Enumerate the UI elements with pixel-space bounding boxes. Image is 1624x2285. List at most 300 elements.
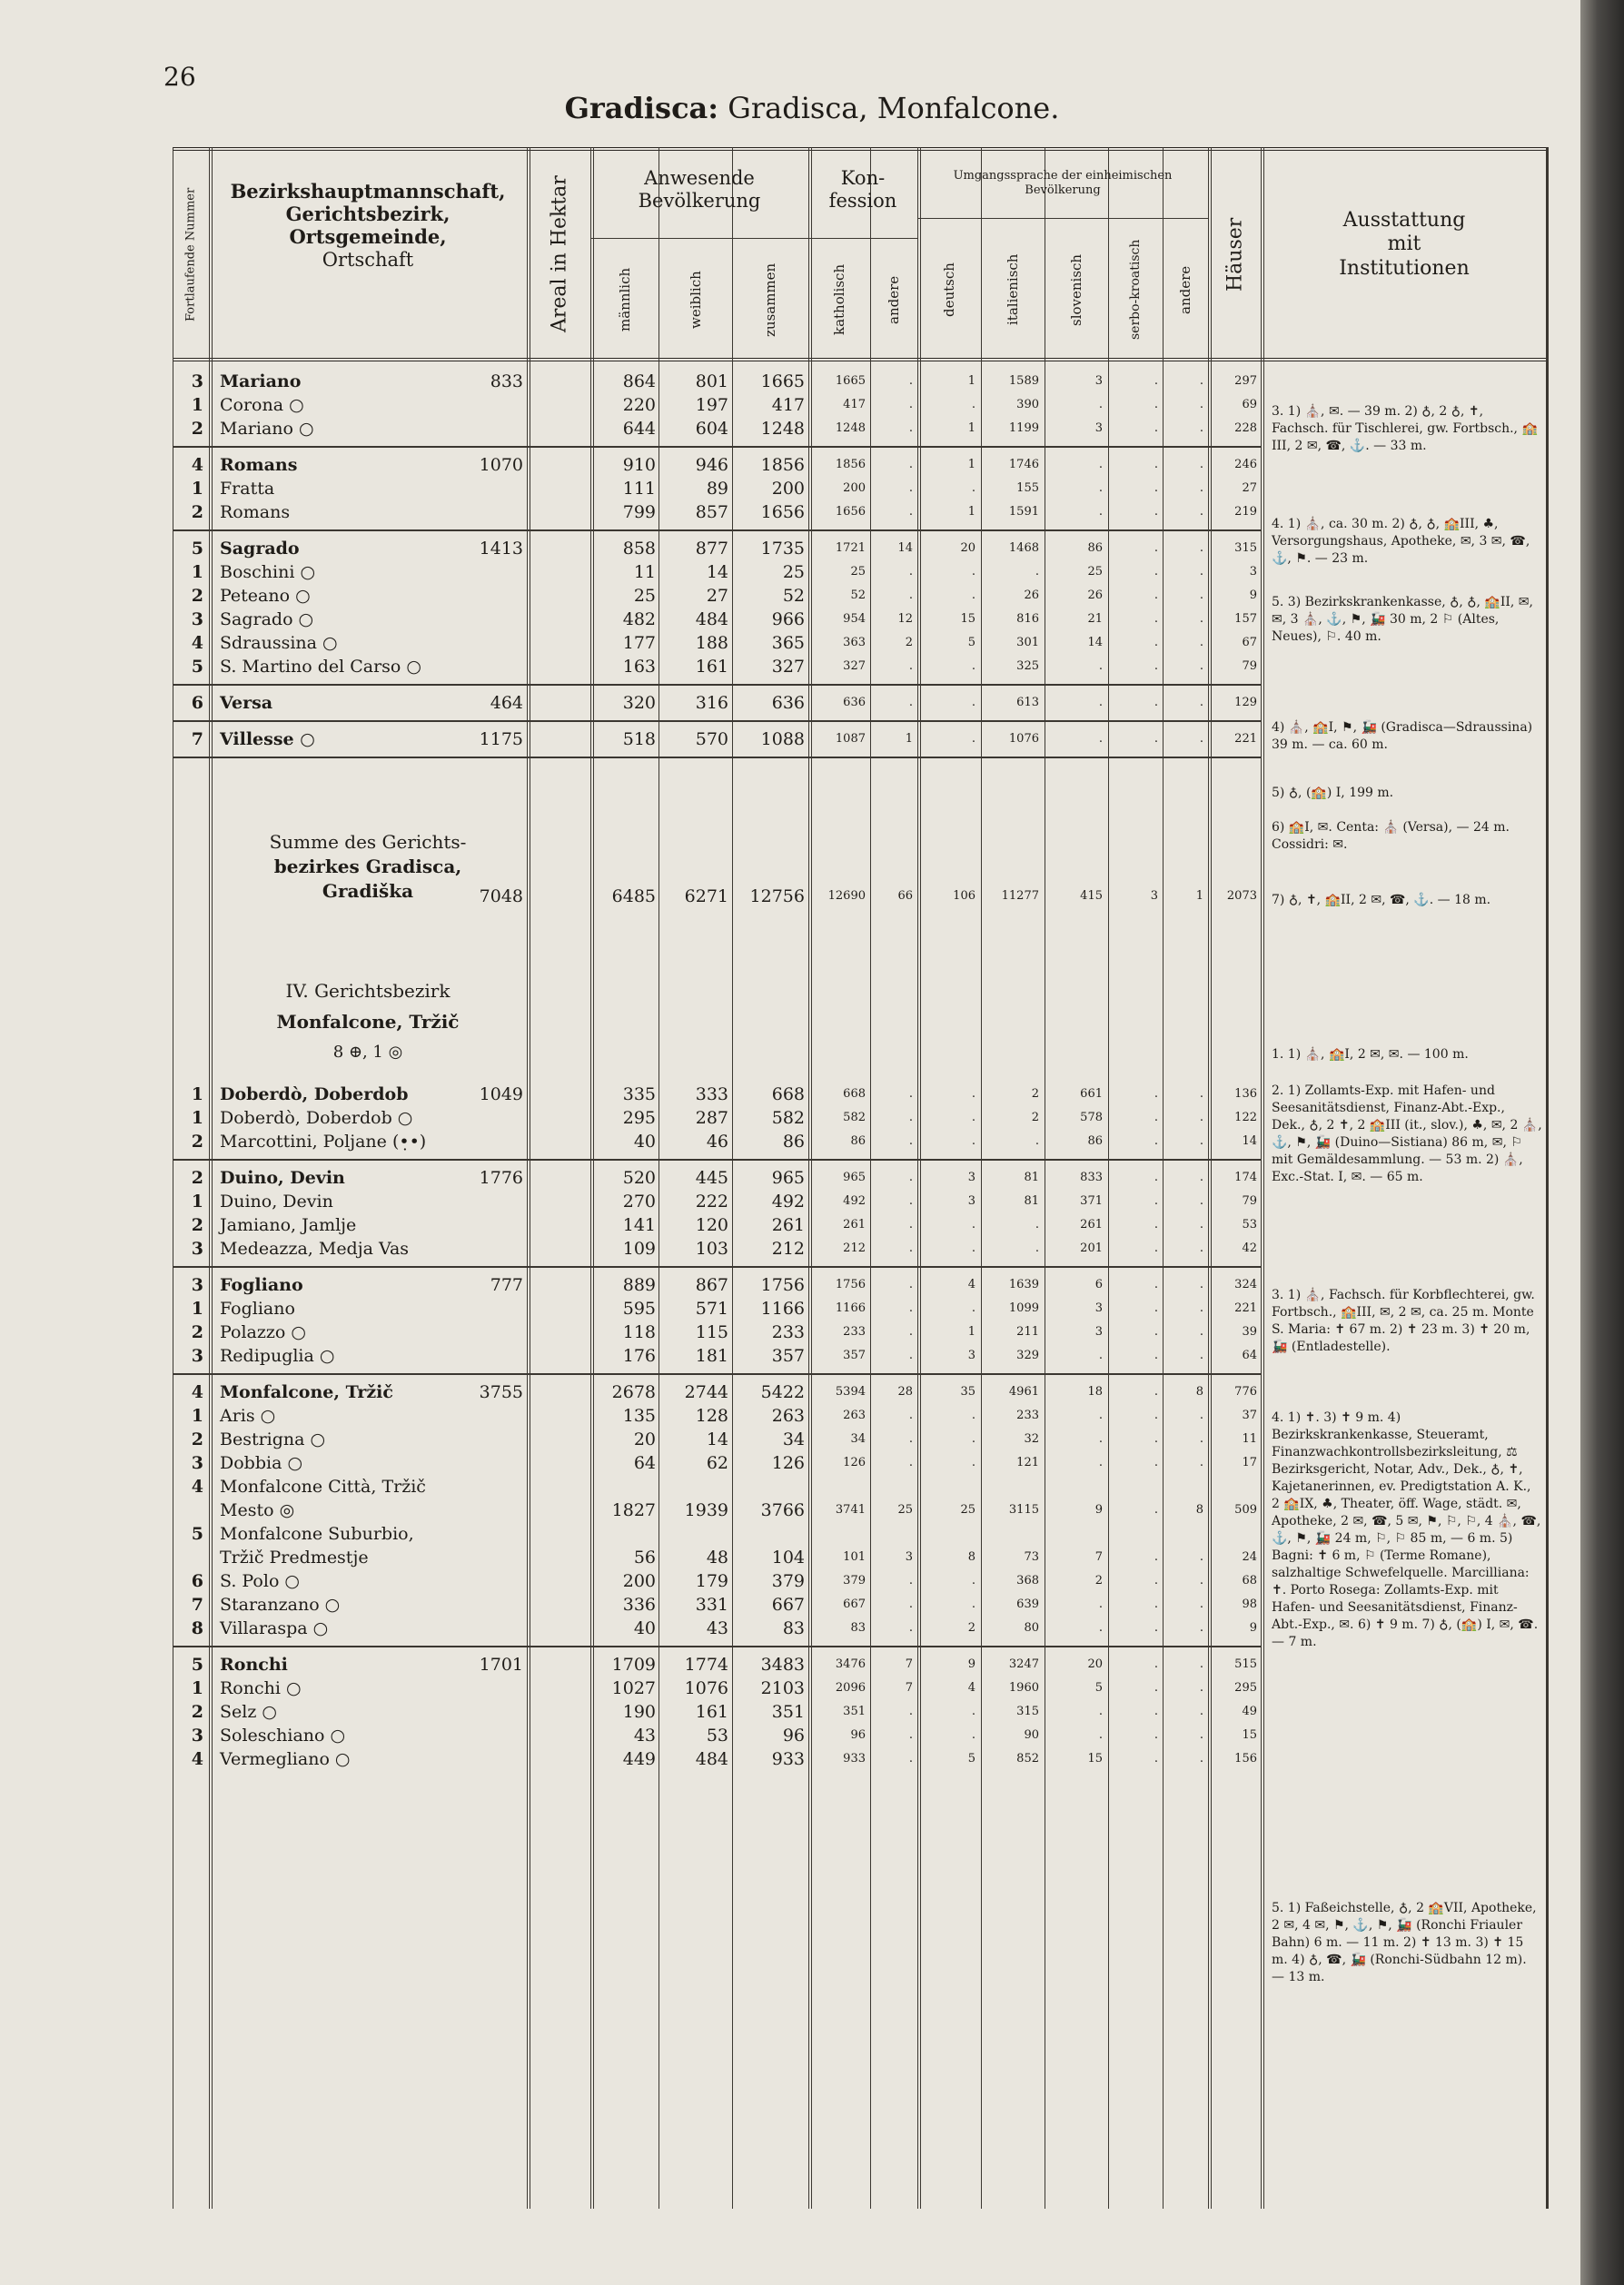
cell-and2: . bbox=[1199, 398, 1203, 411]
cell-m: 40 bbox=[633, 1618, 656, 1638]
cell-h: 3 bbox=[1249, 565, 1257, 579]
cell-it: 301 bbox=[1016, 636, 1039, 649]
cell-w: 801 bbox=[695, 371, 728, 391]
cell-it: 81 bbox=[1024, 1171, 1039, 1184]
page-title-rest: Gradisca, Monfalcone. bbox=[728, 91, 1060, 125]
cell-kath: 83 bbox=[850, 1621, 866, 1635]
cell-sl: 833 bbox=[1080, 1171, 1103, 1184]
cell-it: 325 bbox=[1016, 659, 1039, 673]
cell-kath: 233 bbox=[843, 1325, 866, 1339]
cell-de: 25 bbox=[960, 1503, 975, 1517]
cell-h: 15 bbox=[1242, 1728, 1257, 1742]
sum-h: 2073 bbox=[1226, 889, 1257, 903]
cell-it: 368 bbox=[1016, 1574, 1039, 1588]
header-it: italienisch bbox=[1005, 253, 1021, 326]
cell-h: 9 bbox=[1249, 589, 1257, 602]
header-area: Areal in Hektar bbox=[548, 175, 571, 333]
cell-and1: . bbox=[908, 1134, 913, 1148]
cell-h: 98 bbox=[1242, 1598, 1257, 1611]
cell-and1: . bbox=[908, 1728, 913, 1742]
header-nr: Fortlaufende Nummer bbox=[183, 187, 198, 321]
cell-and1: . bbox=[908, 589, 913, 602]
header-name bbox=[211, 180, 525, 272]
cell-it: . bbox=[1035, 1218, 1039, 1232]
col-rule bbox=[1546, 147, 1549, 2209]
cell-h: 297 bbox=[1234, 374, 1257, 388]
row-name: Corona ○ bbox=[220, 395, 304, 415]
cell-z: 86 bbox=[782, 1132, 805, 1152]
cell-it: 613 bbox=[1016, 696, 1039, 709]
cell-and2: . bbox=[1199, 1241, 1203, 1255]
cell-z: 492 bbox=[771, 1192, 805, 1212]
cell-kath: 126 bbox=[843, 1456, 866, 1469]
cell-and2: . bbox=[1199, 1301, 1203, 1315]
table-row bbox=[173, 608, 1263, 631]
cell-and1: 28 bbox=[897, 1385, 913, 1399]
cell-z: 636 bbox=[771, 693, 805, 713]
cell-de: 1 bbox=[967, 458, 975, 471]
cell-sk: . bbox=[1154, 1171, 1158, 1184]
cell-it: 81 bbox=[1024, 1194, 1039, 1208]
cell-area: 3755 bbox=[479, 1382, 523, 1402]
cell-m: 320 bbox=[622, 693, 656, 713]
row-name: Villaraspa ○ bbox=[220, 1618, 329, 1638]
cell-sk: . bbox=[1154, 1432, 1158, 1446]
cell-and1: 12 bbox=[897, 612, 913, 626]
summary-line1: Summe des Gerichts- bbox=[269, 831, 467, 853]
cell-it: 3247 bbox=[1008, 1657, 1039, 1671]
cell-kath: 96 bbox=[850, 1728, 866, 1742]
cell-and1: . bbox=[908, 696, 913, 709]
cell-de: . bbox=[971, 1218, 975, 1232]
cell-z: 3483 bbox=[760, 1655, 805, 1675]
row-nr: 1 bbox=[191, 1192, 203, 1212]
cell-sk: . bbox=[1154, 1134, 1158, 1148]
cell-w: 62 bbox=[706, 1453, 728, 1473]
cell-z: 212 bbox=[771, 1239, 805, 1259]
cell-w: 570 bbox=[695, 729, 728, 749]
cell-z: 233 bbox=[771, 1322, 805, 1342]
cell-and1: . bbox=[908, 1218, 913, 1232]
header-sl: slovenisch bbox=[1068, 253, 1084, 326]
cell-z: 25 bbox=[782, 562, 805, 582]
cell-and2: . bbox=[1199, 1325, 1203, 1339]
row-nr: 2 bbox=[191, 1168, 203, 1188]
cell-de: . bbox=[971, 589, 975, 602]
header-lang-group: Umgangssprache der einheimischen Bevölkerung bbox=[953, 169, 1173, 197]
summary-line3: Gradiška bbox=[322, 880, 414, 902]
row-name: Monfalcone Suburbio, bbox=[220, 1524, 414, 1544]
cell-it: 1746 bbox=[1008, 458, 1039, 471]
cell-it: 1099 bbox=[1008, 1301, 1039, 1315]
cell-it: 1639 bbox=[1008, 1278, 1039, 1291]
cell-h: 79 bbox=[1242, 1194, 1257, 1208]
cell-de: 4 bbox=[967, 1278, 975, 1291]
cell-kath: 86 bbox=[850, 1134, 866, 1148]
cell-w: 2744 bbox=[684, 1382, 728, 1402]
row-name: Dobbia ○ bbox=[220, 1453, 303, 1473]
cell-sl: 661 bbox=[1080, 1087, 1103, 1101]
cell-z: 1088 bbox=[760, 729, 805, 749]
cell-h: 324 bbox=[1234, 1278, 1257, 1291]
cell-kath: 212 bbox=[843, 1241, 866, 1255]
table-top-rule bbox=[173, 147, 1549, 151]
cell-and1: . bbox=[908, 565, 913, 579]
cell-w: 1939 bbox=[684, 1500, 728, 1520]
cell-sk: . bbox=[1154, 1241, 1158, 1255]
cell-kath: 1665 bbox=[835, 374, 866, 388]
table-row bbox=[173, 1677, 1263, 1700]
cell-de: . bbox=[971, 1432, 975, 1446]
cell-h: 69 bbox=[1242, 398, 1257, 411]
cell-and2: . bbox=[1199, 1681, 1203, 1695]
cell-m: 56 bbox=[633, 1548, 656, 1568]
cell-kath: 1856 bbox=[835, 458, 866, 471]
cell-sl: 15 bbox=[1087, 1752, 1103, 1766]
group-rule bbox=[808, 238, 917, 239]
cell-sl: 7 bbox=[1094, 1550, 1103, 1564]
sum-sl: 415 bbox=[1080, 889, 1103, 903]
row-nr: 4 bbox=[191, 1477, 203, 1497]
cell-and2: . bbox=[1199, 1657, 1203, 1671]
cell-z: 933 bbox=[771, 1749, 805, 1769]
cell-m: 163 bbox=[622, 657, 656, 677]
row-name: Selz ○ bbox=[220, 1702, 277, 1722]
cell-de: 20 bbox=[960, 541, 975, 555]
header-h: Häuser bbox=[1223, 217, 1247, 292]
cell-and1: . bbox=[908, 1325, 913, 1339]
cell-m: 25 bbox=[633, 586, 656, 606]
cell-sl: 3 bbox=[1094, 421, 1103, 435]
cell-sk: . bbox=[1154, 1087, 1158, 1101]
cell-and2: . bbox=[1199, 1432, 1203, 1446]
table-row bbox=[173, 1546, 1263, 1569]
row-nr: 1 bbox=[191, 562, 203, 582]
header-ausst-2: mit bbox=[1387, 232, 1421, 256]
cell-h: 14 bbox=[1242, 1134, 1257, 1148]
cell-de: . bbox=[971, 1111, 975, 1124]
cell-it: 4961 bbox=[1008, 1385, 1039, 1399]
cell-w: 161 bbox=[695, 657, 728, 677]
cell-h: 219 bbox=[1234, 505, 1257, 519]
cell-sk: . bbox=[1154, 1550, 1158, 1564]
cell-kath: 3741 bbox=[835, 1503, 866, 1517]
row-name: Sagrado bbox=[220, 539, 300, 559]
table-row bbox=[173, 655, 1263, 678]
header-name-2: Gerichtsbezirk, bbox=[285, 203, 451, 226]
cell-m: 1827 bbox=[611, 1500, 656, 1520]
row-name: Sdraussina ○ bbox=[220, 633, 338, 653]
cell-it: 816 bbox=[1016, 612, 1039, 626]
row-name: Fratta bbox=[220, 479, 275, 499]
cell-h: 157 bbox=[1234, 612, 1257, 626]
cell-it: . bbox=[1035, 1241, 1039, 1255]
cell-sk: . bbox=[1154, 1349, 1158, 1362]
cell-kath: 2096 bbox=[835, 1681, 866, 1695]
cell-and2: . bbox=[1199, 1550, 1203, 1564]
cell-area: 1776 bbox=[479, 1168, 523, 1188]
cell-and2: . bbox=[1199, 374, 1203, 388]
cell-m: 20 bbox=[633, 1429, 656, 1449]
cell-kath: 3476 bbox=[835, 1657, 866, 1671]
row-nr: 6 bbox=[191, 693, 203, 713]
cell-w: 197 bbox=[695, 395, 728, 415]
table-row bbox=[173, 631, 1263, 655]
cell-and1: . bbox=[908, 505, 913, 519]
cell-m: 220 bbox=[622, 395, 656, 415]
cell-and2: . bbox=[1199, 1087, 1203, 1101]
row-nr: 1 bbox=[191, 1084, 203, 1104]
cell-area: 464 bbox=[490, 693, 523, 713]
page-title bbox=[0, 91, 1624, 125]
cell-h: 64 bbox=[1242, 1349, 1257, 1362]
cell-it: 80 bbox=[1024, 1621, 1039, 1635]
cell-and2: . bbox=[1199, 1409, 1203, 1422]
table-row bbox=[173, 1653, 1263, 1677]
cell-m: 190 bbox=[622, 1702, 656, 1722]
table-row bbox=[173, 1380, 1263, 1404]
cell-sl: . bbox=[1098, 1409, 1103, 1422]
cell-z: 261 bbox=[771, 1215, 805, 1235]
cell-z: 582 bbox=[771, 1108, 805, 1128]
cell-and1: . bbox=[908, 1574, 913, 1588]
table-row bbox=[173, 1617, 1263, 1640]
cell-and2: . bbox=[1199, 1705, 1203, 1718]
group-separator bbox=[173, 1646, 1261, 1647]
cell-sk: . bbox=[1154, 1705, 1158, 1718]
cell-de: . bbox=[971, 1409, 975, 1422]
cell-sk: . bbox=[1154, 1325, 1158, 1339]
cell-sl: 26 bbox=[1087, 589, 1103, 602]
cell-m: 111 bbox=[622, 479, 656, 499]
cell-sl: 578 bbox=[1080, 1111, 1103, 1124]
cell-sk: . bbox=[1154, 1194, 1158, 1208]
group-separator bbox=[173, 720, 1261, 722]
cell-w: 1076 bbox=[684, 1678, 728, 1698]
cell-it: 2 bbox=[1031, 1111, 1039, 1124]
cell-m: 336 bbox=[622, 1595, 656, 1615]
table-row bbox=[173, 1404, 1263, 1428]
cell-w: 115 bbox=[695, 1322, 728, 1342]
ann-a2: 4. 1) ⛪, ca. 30 m. 2) ♁, ♁, 🏫III, ♣, Versorgungshaus, Apotheke, ✉, 3 ✉, ☎, ⚓, ⚑. — 23 m. bbox=[1272, 517, 1530, 566]
cell-h: 776 bbox=[1234, 1385, 1257, 1399]
cell-m: 141 bbox=[622, 1215, 656, 1235]
table-row bbox=[173, 1475, 1263, 1499]
header-z: zusammen bbox=[762, 262, 778, 337]
cell-h: 515 bbox=[1234, 1657, 1257, 1671]
cell-kath: 357 bbox=[843, 1349, 866, 1362]
cell-and1: . bbox=[908, 374, 913, 388]
cell-m: 43 bbox=[633, 1726, 656, 1746]
cell-sk: . bbox=[1154, 1301, 1158, 1315]
cell-h: 49 bbox=[1242, 1705, 1257, 1718]
cell-and2: . bbox=[1199, 1349, 1203, 1362]
table-row bbox=[173, 370, 1263, 393]
row-name: Doberdò, Doberdob ○ bbox=[220, 1108, 413, 1128]
cell-and2: . bbox=[1199, 1574, 1203, 1588]
row-nr: 3 bbox=[191, 1726, 203, 1746]
cell-kath: 25 bbox=[850, 565, 866, 579]
row-name: Monfalcone, Tržič bbox=[220, 1382, 393, 1402]
cell-m: 109 bbox=[622, 1239, 656, 1259]
table-row bbox=[173, 1213, 1263, 1237]
cell-h: 42 bbox=[1242, 1241, 1257, 1255]
table-row bbox=[173, 1130, 1263, 1153]
cell-sk: . bbox=[1154, 612, 1158, 626]
cell-and2: . bbox=[1199, 565, 1203, 579]
cell-z: 966 bbox=[771, 609, 805, 629]
cell-and1: 2 bbox=[905, 636, 913, 649]
cell-de: . bbox=[971, 1241, 975, 1255]
sum-de: 106 bbox=[953, 889, 975, 903]
row-name: Versa bbox=[220, 693, 273, 713]
cell-z: 200 bbox=[771, 479, 805, 499]
cell-z: 1166 bbox=[760, 1299, 805, 1319]
cell-sk: . bbox=[1154, 1218, 1158, 1232]
cell-m: 176 bbox=[622, 1346, 656, 1366]
cell-it: 90 bbox=[1024, 1728, 1039, 1742]
row-name: Fogliano bbox=[220, 1275, 303, 1295]
cell-de: . bbox=[971, 1134, 975, 1148]
header-konf-group: Kon-fession bbox=[828, 167, 897, 213]
table-row bbox=[173, 691, 1263, 715]
cell-m: 1027 bbox=[611, 1678, 656, 1698]
ann-a7: 7) ♁, ✝, 🏫II, 2 ✉, ☎, ⚓. — 18 m. bbox=[1272, 893, 1491, 907]
cell-z: 379 bbox=[771, 1571, 805, 1591]
row-nr: 2 bbox=[191, 1322, 203, 1342]
cell-it: 155 bbox=[1016, 481, 1039, 495]
cell-de: 9 bbox=[967, 1657, 975, 1671]
scan-edge bbox=[1580, 0, 1624, 2285]
cell-z: 34 bbox=[782, 1429, 805, 1449]
cell-z: 263 bbox=[771, 1406, 805, 1426]
cell-z: 1735 bbox=[760, 539, 805, 559]
cell-and1: . bbox=[908, 1409, 913, 1422]
cell-h: 129 bbox=[1234, 696, 1257, 709]
cell-w: 43 bbox=[706, 1618, 728, 1638]
row-name: Medeazza, Medja Vas bbox=[220, 1239, 410, 1259]
header-de: deutsch bbox=[941, 262, 957, 317]
cell-h: 17 bbox=[1242, 1456, 1257, 1469]
cell-and2: . bbox=[1199, 1171, 1203, 1184]
cell-sl: 5 bbox=[1094, 1681, 1103, 1695]
cell-kath: 263 bbox=[843, 1409, 866, 1422]
cell-it: 1589 bbox=[1008, 374, 1039, 388]
cell-it: . bbox=[1035, 565, 1039, 579]
cell-de: . bbox=[971, 1301, 975, 1315]
row-name: Tržič Predmestje bbox=[220, 1548, 369, 1568]
ann-b3: 3. 1) ⛪, Fachsch. für Korbflechterei, gw. Fortbsch., 🏫III, ✉, 2 ✉, ca. 25 m. Monte S. Maria: ✝ 67 m. 2) ✝ 23 m. 3) ✝ 20 m, 🚂 (Entladestelle). bbox=[1272, 1288, 1535, 1354]
cell-area: 1701 bbox=[479, 1655, 523, 1675]
cell-sk: . bbox=[1154, 696, 1158, 709]
header-and2: andere bbox=[1177, 265, 1193, 314]
row-name: Romans bbox=[220, 455, 298, 475]
row-nr: 5 bbox=[191, 1524, 203, 1544]
row-name: Soleschiano ○ bbox=[220, 1726, 346, 1746]
row-name: S. Polo ○ bbox=[220, 1571, 301, 1591]
cell-h: 67 bbox=[1242, 636, 1257, 649]
cell-and1: . bbox=[908, 1278, 913, 1291]
cell-w: 316 bbox=[695, 693, 728, 713]
cell-m: 858 bbox=[622, 539, 656, 559]
cell-z: 2103 bbox=[760, 1678, 805, 1698]
row-nr: 1 bbox=[191, 1299, 203, 1319]
row-nr: 2 bbox=[191, 1429, 203, 1449]
cell-m: 11 bbox=[633, 562, 656, 582]
cell-kath: 667 bbox=[843, 1598, 866, 1611]
row-nr: 7 bbox=[191, 729, 203, 749]
cell-sl: 3 bbox=[1094, 1301, 1103, 1315]
cell-sk: . bbox=[1154, 589, 1158, 602]
cell-kath: 668 bbox=[843, 1087, 866, 1101]
cell-w: 604 bbox=[695, 419, 728, 439]
row-name: Jamiano, Jamlje bbox=[220, 1215, 357, 1235]
cell-w: 128 bbox=[695, 1406, 728, 1426]
cell-h: 68 bbox=[1242, 1574, 1257, 1588]
cell-sl: . bbox=[1098, 696, 1103, 709]
cell-and2: . bbox=[1199, 1218, 1203, 1232]
cell-sl: 86 bbox=[1087, 1134, 1103, 1148]
header-bottom-rule bbox=[173, 358, 1549, 361]
cell-kath: 933 bbox=[843, 1752, 866, 1766]
header-name-3: Ortsgemeinde, bbox=[289, 225, 447, 249]
cell-it: 1960 bbox=[1008, 1681, 1039, 1695]
cell-h: 39 bbox=[1242, 1325, 1257, 1339]
group-separator bbox=[173, 1159, 1261, 1161]
cell-and2: . bbox=[1199, 1728, 1203, 1742]
cell-sl: . bbox=[1098, 398, 1103, 411]
row-nr: 2 bbox=[191, 586, 203, 606]
cell-de: . bbox=[971, 1705, 975, 1718]
table-row bbox=[173, 500, 1263, 524]
cell-sl: . bbox=[1098, 481, 1103, 495]
row-nr: 4 bbox=[191, 455, 203, 475]
cell-and1: . bbox=[908, 1194, 913, 1208]
sum-area: 7048 bbox=[479, 886, 523, 906]
cell-and1: . bbox=[908, 1705, 913, 1718]
cell-kath: 1248 bbox=[835, 421, 866, 435]
cell-kath: 636 bbox=[843, 696, 866, 709]
cell-it: 639 bbox=[1016, 1598, 1039, 1611]
cell-and1: . bbox=[908, 1456, 913, 1469]
cell-and1: . bbox=[908, 1301, 913, 1315]
row-name: Fogliano bbox=[220, 1299, 295, 1319]
cell-w: 1774 bbox=[684, 1655, 728, 1675]
cell-de: 3 bbox=[967, 1194, 975, 1208]
cell-de: . bbox=[971, 481, 975, 495]
section-line1: IV. Gerichtsbezirk bbox=[285, 980, 451, 1002]
cell-m: 1709 bbox=[611, 1655, 656, 1675]
cell-m: 482 bbox=[622, 609, 656, 629]
cell-sk: . bbox=[1154, 1111, 1158, 1124]
cell-z: 83 bbox=[782, 1618, 805, 1638]
cell-z: 52 bbox=[782, 586, 805, 606]
cell-de: . bbox=[971, 1456, 975, 1469]
cell-sl: . bbox=[1098, 1728, 1103, 1742]
cell-and2: . bbox=[1199, 1111, 1203, 1124]
row-name: Sagrado ○ bbox=[220, 609, 314, 629]
cell-it: 852 bbox=[1016, 1752, 1039, 1766]
row-name: Ronchi bbox=[220, 1655, 288, 1675]
cell-w: 946 bbox=[695, 455, 728, 475]
cell-and1: . bbox=[908, 398, 913, 411]
cell-sk: . bbox=[1154, 1681, 1158, 1695]
cell-w: 571 bbox=[695, 1299, 728, 1319]
group-rule bbox=[590, 238, 808, 239]
cell-kath: 1166 bbox=[835, 1301, 866, 1315]
cell-w: 287 bbox=[695, 1108, 728, 1128]
cell-h: 174 bbox=[1234, 1171, 1257, 1184]
